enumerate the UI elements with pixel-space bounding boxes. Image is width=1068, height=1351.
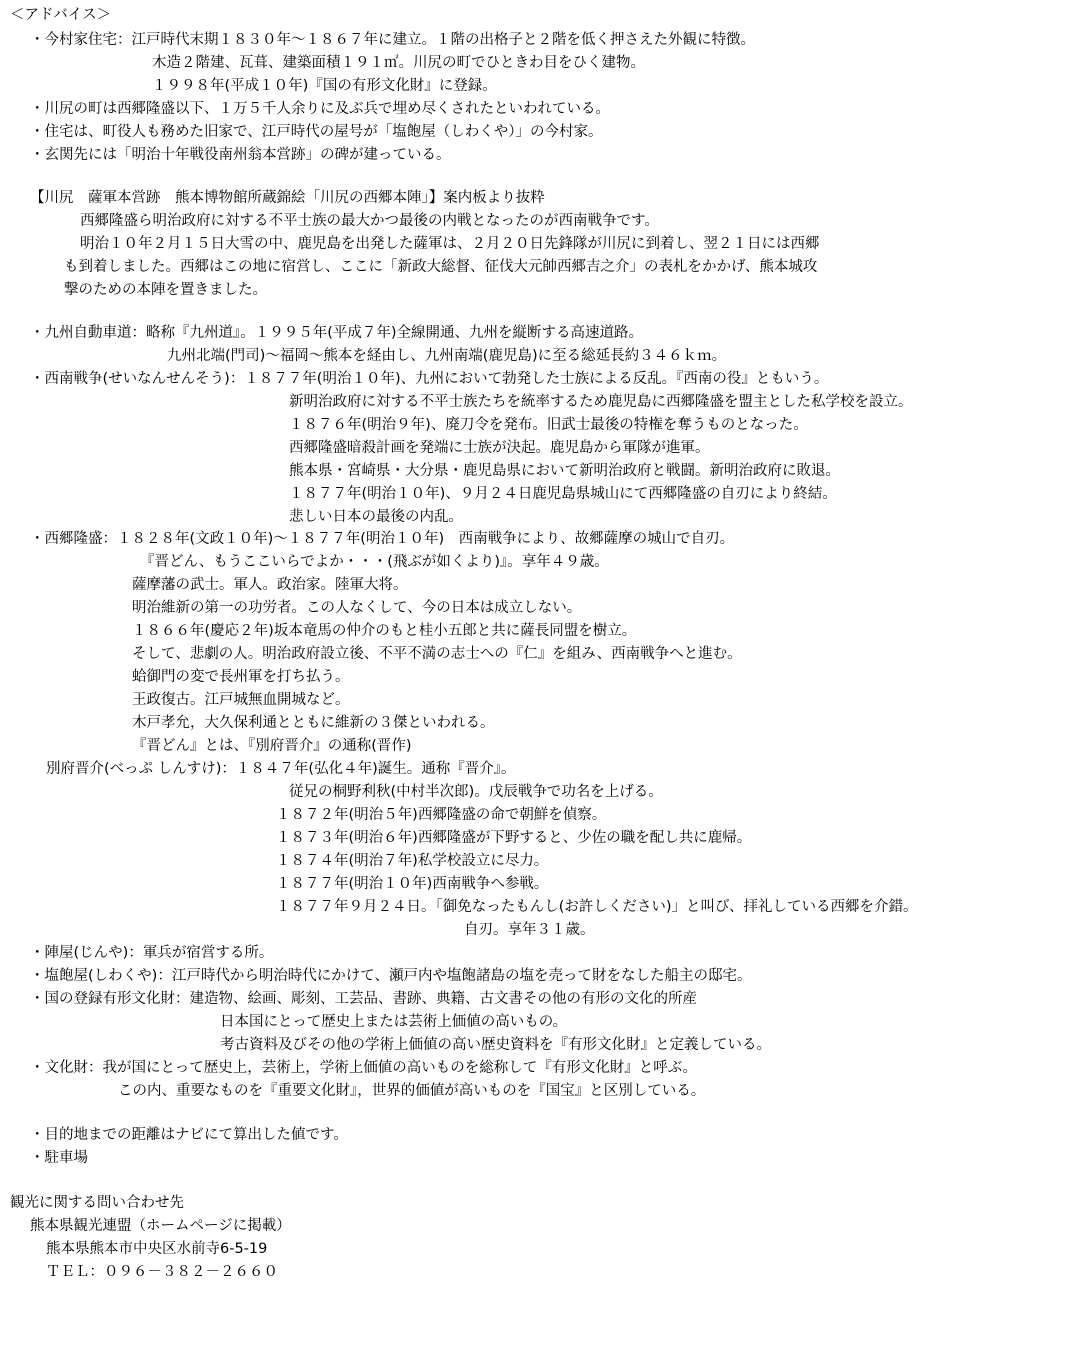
bullet-imamura-house: ・今村家住宅：江戸時代末期１８３０年～１８６７年に建立。１階の出格子と２階を低く押さえた外観に特徴。	[30, 32, 755, 48]
text-line: 悲しい日本の最後の内乱。	[289, 509, 463, 525]
bullet-residence: ・住宅は、町役人も務めた旧家で、江戸時代の屋号が「塩飽屋（しわくや）」の今村家。	[30, 124, 603, 140]
text-line: 考古資料及びその他の学術上価値の高い歴史資料を『有形文化財』と定義している。	[220, 1037, 771, 1053]
text-line: 薩摩藩の武士。軍人。政治家。陸軍大将。	[132, 577, 408, 593]
text-line: １８７６年(明治９年)、廃刀令を発布。旧武士最後の特権を奪うものとなった。	[289, 417, 808, 433]
bullet-distance-note: ・目的地までの距離はナビにて算出した値です。	[30, 1127, 348, 1143]
text-line: 西郷隆盛ら明治政府に対する不平士族の最大かつ最後の内戦となったのが西南戦争です。	[80, 213, 659, 229]
signboard-heading: 【川尻 薩軍本営跡 熊本博物館所蔵錦絵「川尻の西郷本陣」】案内板より抜粋	[30, 190, 545, 206]
text-line: １８６６年(慶応２年)坂本竜馬の仲介のもと桂小五郎と共に薩長同盟を樹立。	[132, 623, 637, 639]
text-line: この内、重要なものを『重要文化財』，世界的価値が高いものを『国宝』と区別している。	[118, 1083, 706, 1099]
bullet-kawashiri-town: ・川尻の町は西郷隆盛以下、１万５千人余りに及ぶ兵で埋め尽くされたといわれている。	[30, 101, 610, 117]
text-line: 明治維新の第一の功労者。この人なくして、今の日本は成立しない。	[132, 600, 582, 616]
text-line: 『晋どん』とは、『別府晋介』の通称(晋作)	[132, 738, 412, 754]
text-line: 明治１０年２月１５日大雪の中、鹿児島を出発した薩軍は、２月２０日先鋒隊が川尻に到着し、翌２１日には西郷	[80, 236, 820, 252]
contact-heading: 観光に関する問い合わせ先	[10, 1195, 184, 1211]
text-line: １８７４年(明治７年)私学校設立に尽力。	[276, 853, 549, 869]
text-line: １８７７年(明治１０年)、９月２４日鹿児島県城山にて西郷隆盛の自刃により終結。	[289, 486, 837, 502]
text-line: 木造２階建、瓦葺、建築面積１９１㎡。川尻の町でひときわ目をひく建物。	[152, 55, 645, 71]
contact-address: 熊本県熊本市中央区水前寺6-5-19	[46, 1241, 268, 1257]
bullet-shiwakuya: ・塩飽屋(しわくや)：江戸時代から明治時代にかけて、瀬戸内や塩飽諸島の塩を売って財をなした船主の邸宅。	[30, 968, 752, 984]
text-line: １８７２年(明治５年)西郷隆盛の命で朝鮮を偵察。	[276, 807, 607, 823]
bullet-saigo-takamori: ・西郷隆盛：１８２８年(文政１０年)～１８７７年(明治１０年) 西南戦争により、故郷薩摩の城山で自刃。	[30, 531, 735, 547]
text-line: そして、悲劇の人。明治政府設立後、不平不満の志士への『仁』を組み、西南戦争へと進む。	[132, 646, 742, 662]
text-line: 自刃。享年３１歳。	[464, 922, 595, 938]
text-line: １８７３年(明治６年)西郷隆盛が下野すると、少佐の職を配し共に鹿帰。	[276, 830, 752, 846]
text-line: １９９８年(平成１０年)『国の有形文化財』に登録。	[152, 78, 497, 94]
bullet-kyushu-expressway: ・九州自動車道：略称『九州道』。１９９５年(平成７年)全線開通、九州を縦断する高速道路。	[30, 325, 644, 341]
text-line: 西郷隆盛暗殺計画を発端に士族が決起。鹿児島から軍隊が進軍。	[289, 440, 710, 456]
text-line: 『晋どん、もうここいらでよか・・・(飛ぶが如くより)』。享年４９歳。	[140, 554, 609, 570]
bullet-parking: ・駐車場	[30, 1150, 88, 1166]
text-line: １８７７年(明治１０年)西南戦争へ参戦。	[276, 876, 549, 892]
contact-phone: ＴＥＬ：０９６－３８２－２６６０	[46, 1264, 278, 1280]
text-line: 新明治政府に対する不平士族たちを統率するため鹿児島に西郷隆盛を盟主とした私学校を設立。	[289, 394, 913, 410]
text-line: 王政復古。江戸城無血開城など。	[132, 692, 350, 708]
text-line: 木戸孝允，大久保利通とともに維新の３傑といわれる。	[132, 715, 495, 731]
text-line: 熊本県・宮崎県・大分県・鹿児島県において新明治政府と戦闘。新明治政府に敗退。	[289, 463, 840, 479]
section-heading-advice: ＜アドバイス＞	[10, 7, 112, 23]
text-line: も到着しました。西郷はこの地に宿営し、ここに「新政大総督、征伐大元帥西郷吉之介」の表札をかかげ、熊本城攻	[64, 259, 818, 275]
bullet-seinan-war: ・西南戦争(せいなんせんそう)：１８７７年(明治１０年)、九州において勃発した士族による反乱。『西南の役』ともいう。	[30, 371, 829, 387]
text-line: １８７７年９月２４日。「御免なったもんし(お許しください)」と叫び、拝礼している西郷を介錯。	[276, 899, 918, 915]
text-line: 九州北端(門司)～福岡～熊本を経由し、九州南端(鹿児島)に至る総延長約３４６ｋｍ。	[167, 348, 727, 364]
bullet-monument: ・玄関先には「明治十年戦役南州翁本営跡」の碑が建っている。	[30, 147, 451, 163]
bullet-jinya: ・陣屋(じんや)：軍兵が宿営する所。	[30, 945, 274, 961]
text-line: 蛤御門の変で長州軍を打ち払う。	[132, 669, 350, 685]
text-line: 日本国にとって歴史上または芸術上価値の高いもの。	[220, 1014, 568, 1030]
text-line: 従兄の桐野利秋(中村半次郎)。戊辰戦争で功名を上げる。	[289, 784, 663, 800]
text-line: 撃のための本陣を置きました。	[64, 282, 267, 298]
contact-organization: 熊本県観光連盟（ホームページに掲載）	[30, 1218, 291, 1234]
bullet-cultural-property: ・文化財：我が国にとって歴史上，芸術上，学術上価値の高いものを総称して『有形文化財』と呼ぶ。	[30, 1060, 697, 1076]
beppu-shinsuke-entry: 別府晋介(べっぷ しんすけ)：１８４７年(弘化４年)誕生。通称『晋介』。	[46, 761, 516, 777]
bullet-registered-cultural-property: ・国の登録有形文化財：建造物、絵画、彫刻、工芸品、書跡、典籍、古文書その他の有形の文化的所産	[30, 991, 697, 1007]
